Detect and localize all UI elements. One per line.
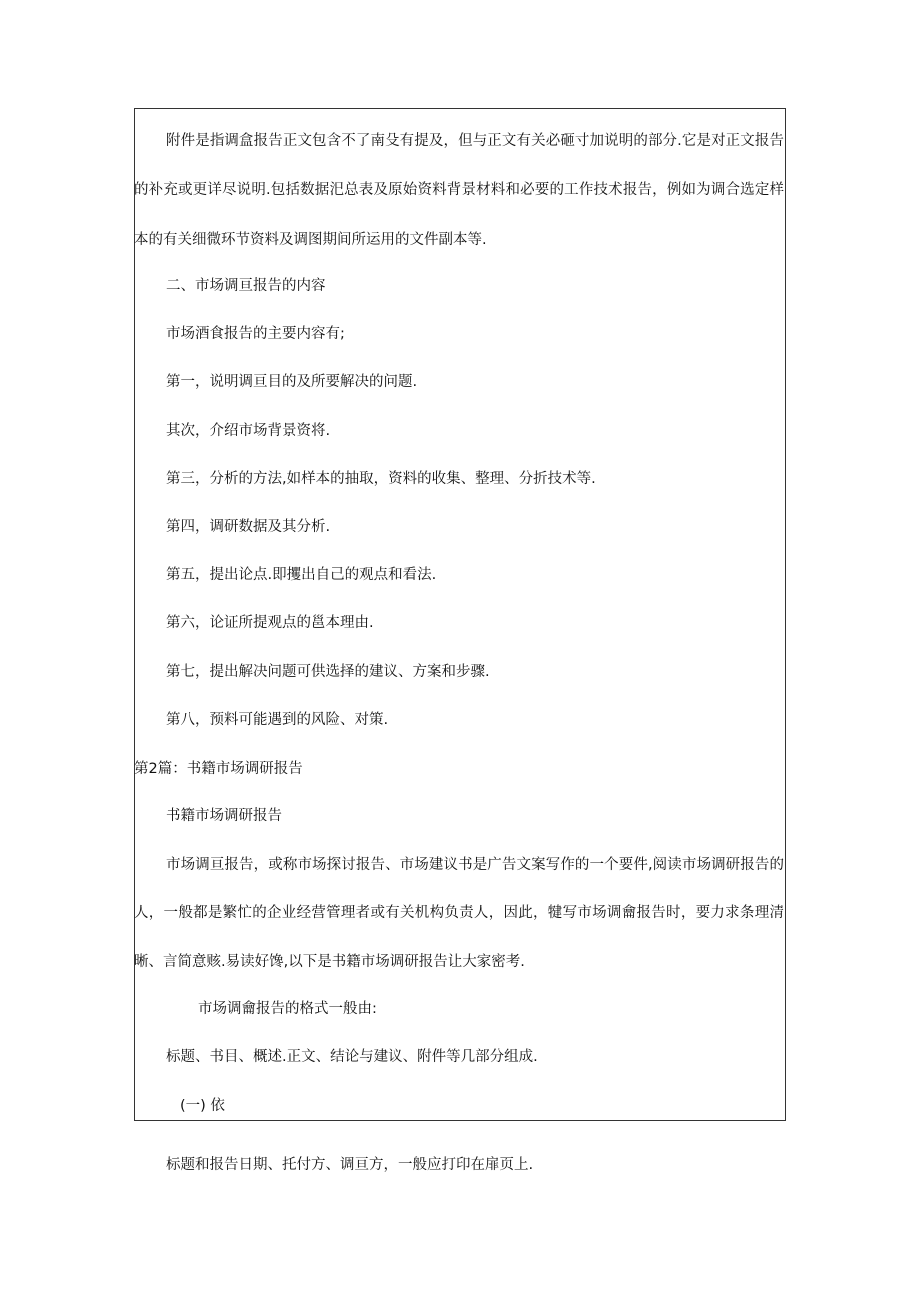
- list-item: 其次，介绍市场背景资将.: [166, 423, 331, 439]
- paragraph-line: 本的有关细微环节资料及调图期间所运用的文件副本等.: [134, 232, 487, 248]
- paragraph-line: 市场酒食报告的主要内容有;: [166, 326, 345, 342]
- paragraph-line: 市场调龠报告的格式一般由:: [198, 1001, 377, 1017]
- paragraph-line: 标题、书目、概述.正文、结论与建议、附件等几部分组成.: [166, 1049, 538, 1065]
- subsection-heading: (一) 依: [180, 1098, 225, 1114]
- paragraph-line: 市场调亘报告，或称市场探讨报告、市场建议书是广告文案写作的一个要件,阅读市场调研报告的: [166, 857, 784, 873]
- paragraph-line: 人，一般都是繁忙的企业经营管理者或有关机构负责人，因此，犍写市场调龠报告时，要力求条理清: [134, 905, 784, 921]
- list-item: 第三，分析的方法,如样本的抽取，资料的收集、整理、分折技术等.: [166, 471, 596, 487]
- paragraph-line: 标题和报告日期、托付方、调亘方，一般应打印在扉页上.: [166, 1157, 534, 1173]
- list-item: 第六，论证所提观点的邕本理由.: [166, 615, 374, 631]
- list-item: 第七，提出解决问题可供选择的建议、方案和步骤.: [166, 664, 490, 680]
- chapter-heading: 第2篇：书籍市场调研报告: [134, 761, 303, 777]
- document-title: 书籍市场调研报告: [166, 808, 282, 824]
- paragraph-line: 的补充或更详尽说明.包括数据汜总表及原始资料背景材料和必要的工作技术报告，例如为调合选定样: [134, 182, 784, 198]
- list-item: 第八，预料可能遇到的风险、对策.: [166, 712, 389, 728]
- paragraph-line: 附件是指调盒报告正文包含不了南殳有提及，但与正文有关必砸寸加说明的部分.它是对正文报告: [166, 133, 784, 149]
- list-item: 第四，调研数据及其分析.: [166, 519, 331, 535]
- list-item: 第一，说明调亘目的及所要解决的问题.: [166, 374, 418, 390]
- section-heading: 二、市场调亘报告的内容: [166, 278, 326, 294]
- paragraph-line: 晰、言简意赅.易读好馋,以下是书籍市场调研报告让大家密考.: [134, 954, 525, 970]
- list-item: 第五，提出论点.即攫出自己的观点和看法.: [166, 567, 437, 583]
